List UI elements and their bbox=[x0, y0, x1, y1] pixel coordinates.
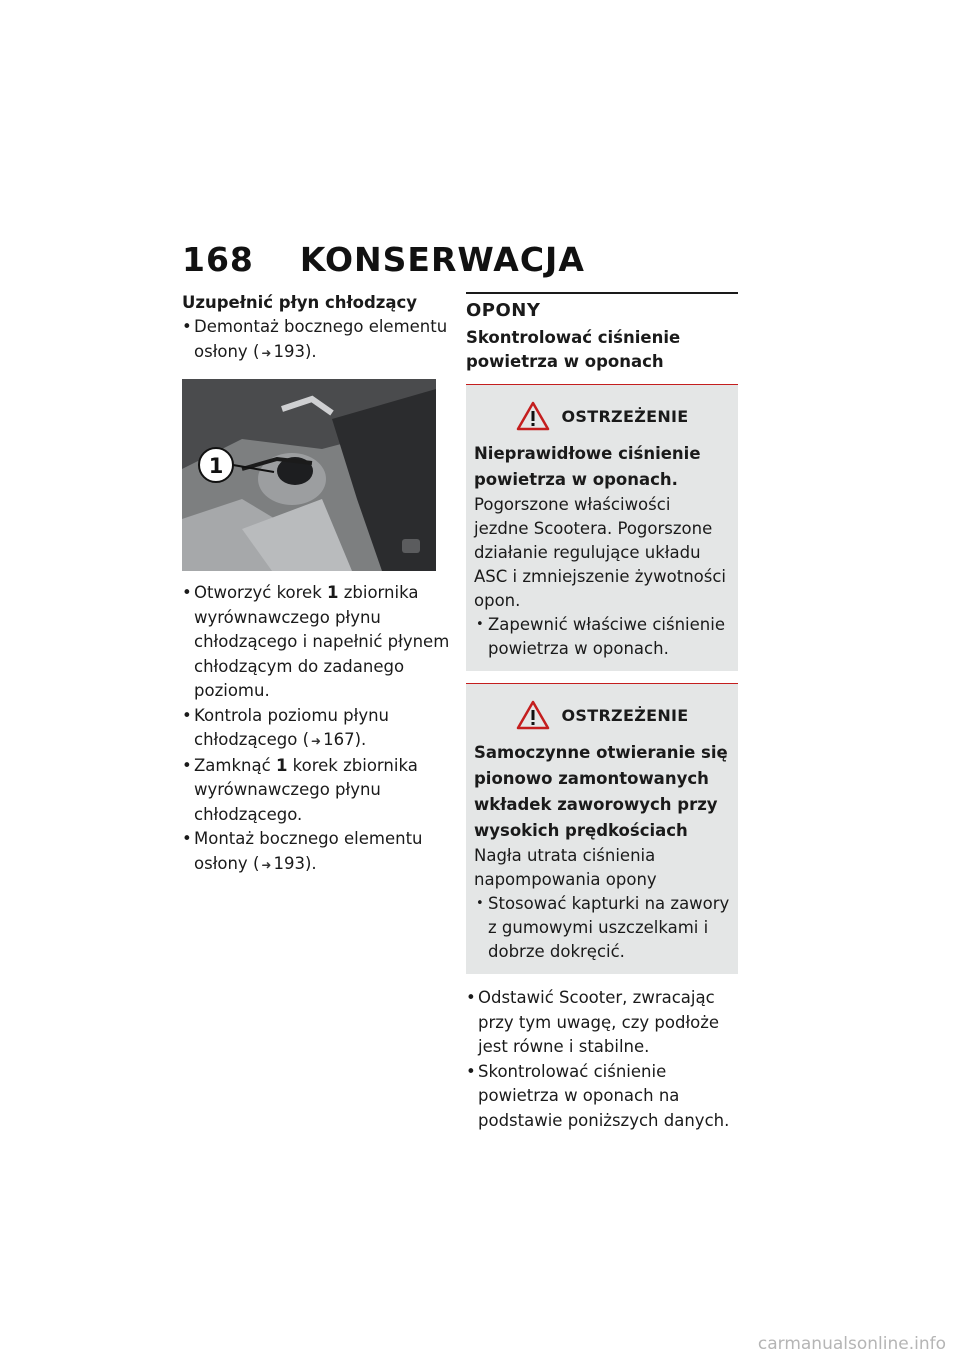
step-text-end: zbiornika wyrównawczego płynu chłodzącego i napełnić płynem chłodzącym do zadanego poziomu. bbox=[194, 583, 450, 700]
page-ref-arrow-icon: ➜ bbox=[261, 857, 272, 872]
callout-ref: 1 bbox=[275, 755, 288, 775]
warning-lead: Nieprawidłowe ciśnienie powietrza w oponach. bbox=[474, 444, 701, 489]
chapter-title: KONSERWACJA bbox=[299, 240, 585, 279]
warning-text: Pogorszone właściwości jezdne Scootera. Pogorszone działanie regulujące układu ASC i zmniejszenie żywotności opon. bbox=[474, 495, 727, 610]
list-item bbox=[182, 704, 452, 754]
warning-box bbox=[466, 385, 738, 671]
list-item: • Skontrolować ciśnienie powietrza w oponach na podstawie poniższych danych. bbox=[466, 1060, 738, 1134]
step-text: Demontaż bocznego elementu osłony ( bbox=[194, 317, 448, 361]
warning-text: Nagła utrata ciśnienia napompowania opony bbox=[474, 846, 657, 889]
warning-triangle-icon bbox=[516, 700, 550, 730]
coolant-heading: Uzupełnić płyn chłodzący bbox=[182, 293, 418, 312]
step-text-end: ). bbox=[304, 341, 317, 361]
step-text-end: ). bbox=[304, 853, 317, 873]
step-text-end: ). bbox=[354, 730, 367, 749]
page-ref-arrow-icon: ➜ bbox=[311, 734, 322, 748]
coolant-steps-2 bbox=[182, 581, 452, 877]
right-column bbox=[466, 292, 738, 1133]
warning-lead: Samoczynne otwieranie się pionowo zamontowanych wkładek zaworowych przy wysokich prędkościach bbox=[474, 743, 728, 840]
warning-header bbox=[474, 700, 730, 730]
warning-box bbox=[466, 684, 738, 974]
step-text: Montaż bocznego elementu osłony ( bbox=[194, 829, 423, 873]
list-item: • Zapewnić właściwe ciśnienie powietrza w oponach. bbox=[474, 613, 730, 661]
watermark: carmanualsonline.info bbox=[757, 1334, 946, 1354]
coolant-tank-photo bbox=[182, 379, 436, 571]
step-text: Zamknąć bbox=[194, 755, 276, 775]
tire-pressure-heading: Skontrolować ciśnienie powietrza w oponach bbox=[466, 328, 681, 371]
left-column bbox=[182, 291, 452, 877]
list-item: • Stosować kapturki na zawory z gumowymi uszczelkami i dobrze dokręcić. bbox=[474, 892, 730, 964]
warning-header bbox=[474, 401, 730, 431]
section-divider bbox=[466, 292, 738, 294]
page-header bbox=[182, 240, 585, 279]
list-item: • Odstawić Scooter, zwracając przy tym uwagę, czy podłoże jest równe i stabilne. bbox=[466, 986, 738, 1060]
callout-ref: 1 bbox=[327, 583, 339, 602]
warning-actions bbox=[474, 892, 730, 964]
page-ref-link[interactable]: 193 bbox=[273, 341, 305, 361]
page-number: 168 bbox=[182, 240, 254, 279]
step-text-end: korek zbiornika wyrównawczego płynu chłodzącego. bbox=[194, 755, 418, 824]
list-item bbox=[182, 754, 452, 828]
list-item bbox=[182, 315, 452, 365]
warning-title: OSTRZEŻENIE bbox=[561, 705, 689, 725]
list-item bbox=[182, 827, 452, 877]
coolant-steps-1 bbox=[182, 315, 452, 365]
section-title: OPONY bbox=[466, 300, 541, 321]
warning-actions bbox=[474, 613, 730, 661]
page-ref-link[interactable]: 167 bbox=[323, 730, 355, 749]
warning-title: OSTRZEŻENIE bbox=[561, 406, 689, 426]
list-item bbox=[182, 581, 452, 704]
page-ref-arrow-icon: ➜ bbox=[261, 345, 272, 360]
page-ref-link[interactable]: 193 bbox=[273, 853, 305, 873]
step-text: Kontrola poziomu płynu chłodzącego ( bbox=[194, 705, 390, 749]
step-text: Otworzyć korek bbox=[194, 583, 328, 602]
figure-callout-1: 1 bbox=[208, 454, 224, 478]
warning-triangle-icon bbox=[516, 401, 550, 431]
tire-steps bbox=[466, 986, 738, 1133]
